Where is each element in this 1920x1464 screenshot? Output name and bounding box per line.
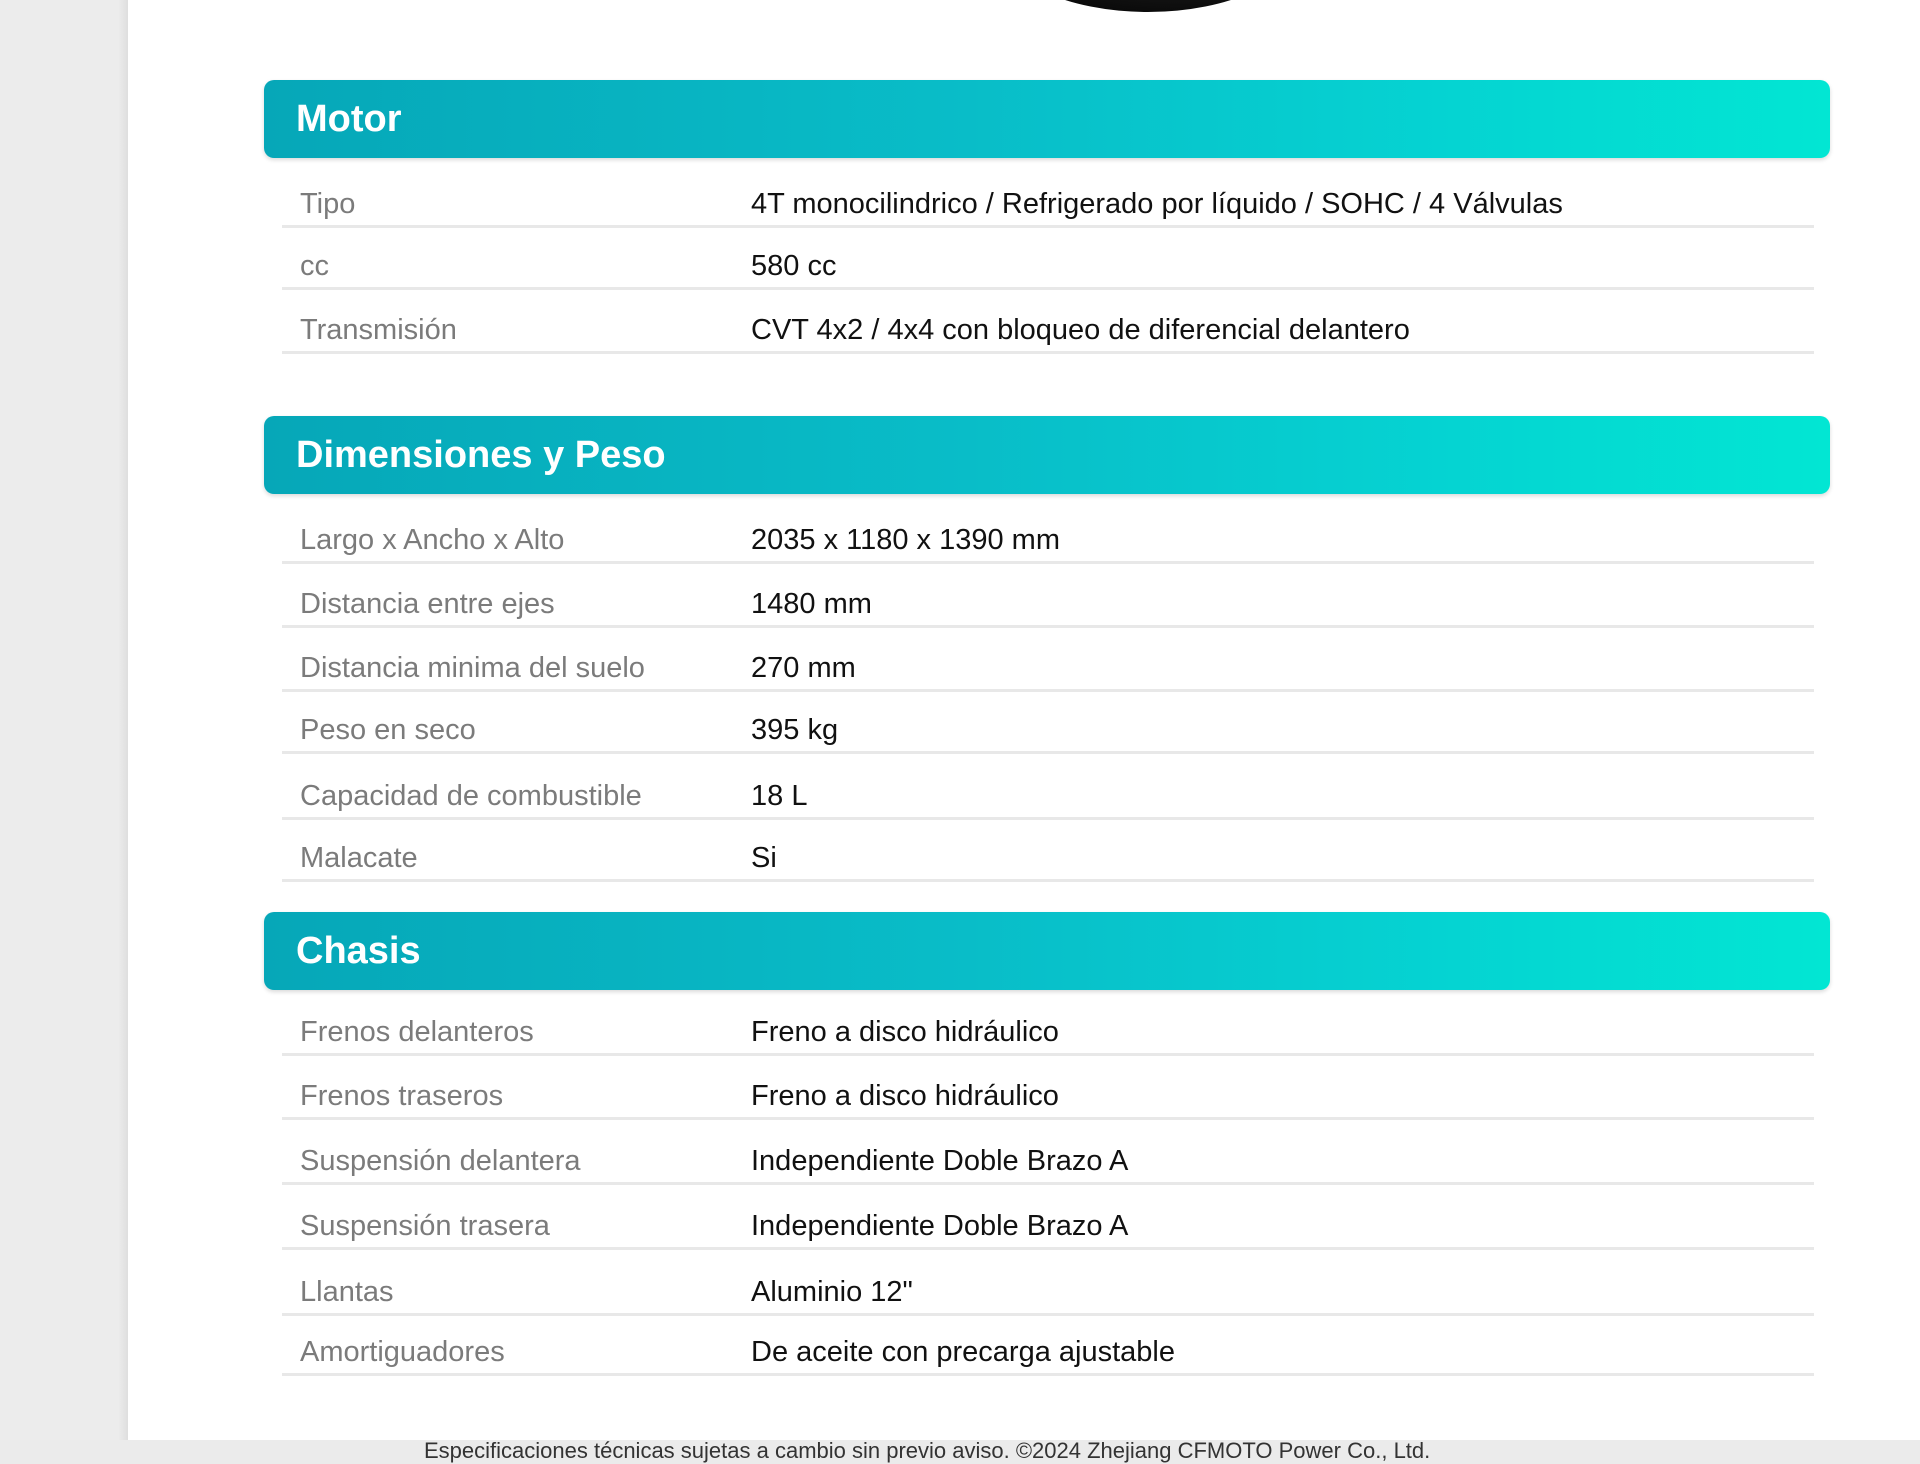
spec-row bbox=[282, 290, 1814, 354]
spec-value: Independiente Doble Brazo A bbox=[751, 1145, 1129, 1177]
spec-value: Freno a disco hidráulico bbox=[751, 1016, 1059, 1048]
spec-row bbox=[282, 818, 1814, 882]
spec-label: Amortiguadores bbox=[300, 1336, 505, 1368]
spec-value: 18 L bbox=[751, 780, 808, 812]
section-title: Chasis bbox=[296, 929, 421, 972]
spec-value: 1480 mm bbox=[751, 588, 872, 620]
spec-row bbox=[282, 564, 1814, 628]
spec-label: Capacidad de combustible bbox=[300, 780, 642, 812]
spec-sheet-page bbox=[128, 0, 1920, 1463]
spec-label: Llantas bbox=[300, 1276, 394, 1308]
spec-value: 4T monocilindrico / Refrigerado por líquido / SOHC / 4 Válvulas bbox=[751, 188, 1563, 220]
spec-value: Freno a disco hidráulico bbox=[751, 1080, 1059, 1112]
spec-label: Tipo bbox=[300, 188, 356, 220]
spec-label: Largo x Ancho x Alto bbox=[300, 524, 565, 556]
product-image bbox=[998, 0, 1298, 12]
spec-label: Suspensión trasera bbox=[300, 1210, 550, 1242]
section-title: Dimensiones y Peso bbox=[296, 433, 666, 476]
spec-row bbox=[282, 690, 1814, 754]
spec-value: CVT 4x2 / 4x4 con bloqueo de diferencial delantero bbox=[751, 314, 1410, 346]
section-header-dimensiones bbox=[264, 416, 1830, 494]
spec-value: 580 cc bbox=[751, 250, 837, 282]
spec-row bbox=[282, 1121, 1814, 1185]
spec-label: Malacate bbox=[300, 842, 418, 874]
spec-label: Suspensión delantera bbox=[300, 1145, 581, 1177]
spec-label: Transmisión bbox=[300, 314, 457, 346]
section-header-motor bbox=[264, 80, 1830, 158]
spec-row bbox=[282, 1312, 1814, 1376]
spec-label: Peso en seco bbox=[300, 714, 476, 746]
spec-row bbox=[282, 226, 1814, 290]
spec-label: Frenos delanteros bbox=[300, 1016, 534, 1048]
spec-value: 270 mm bbox=[751, 652, 856, 684]
spec-value: 395 kg bbox=[751, 714, 839, 746]
spec-value: Aluminio 12" bbox=[751, 1276, 913, 1308]
spec-row bbox=[282, 1252, 1814, 1316]
spec-value: De aceite con precarga ajustable bbox=[751, 1336, 1175, 1368]
spec-row bbox=[282, 1056, 1814, 1120]
spec-value: Si bbox=[751, 842, 777, 874]
spec-row bbox=[282, 628, 1814, 692]
spec-row bbox=[282, 1186, 1814, 1250]
spec-label: Frenos traseros bbox=[300, 1080, 504, 1112]
section-title: Motor bbox=[296, 97, 402, 140]
spec-row bbox=[282, 992, 1814, 1056]
spec-label: cc bbox=[300, 250, 329, 282]
footnote: Especificaciones técnicas sujetas a cambio sin previo aviso. ©2024 Zhejiang CFMOTO Power Co., Ltd. bbox=[424, 1438, 1431, 1463]
spec-value: 2035 x 1180 x 1390 mm bbox=[751, 524, 1060, 556]
spec-label: Distancia entre ejes bbox=[300, 588, 555, 620]
left-margin bbox=[0, 0, 128, 1440]
spec-row bbox=[282, 500, 1814, 564]
spec-row bbox=[282, 756, 1814, 820]
spec-row bbox=[282, 164, 1814, 228]
spec-label: Distancia minima del suelo bbox=[300, 652, 645, 684]
spec-value: Independiente Doble Brazo A bbox=[751, 1210, 1129, 1242]
section-header-chasis bbox=[264, 912, 1830, 990]
